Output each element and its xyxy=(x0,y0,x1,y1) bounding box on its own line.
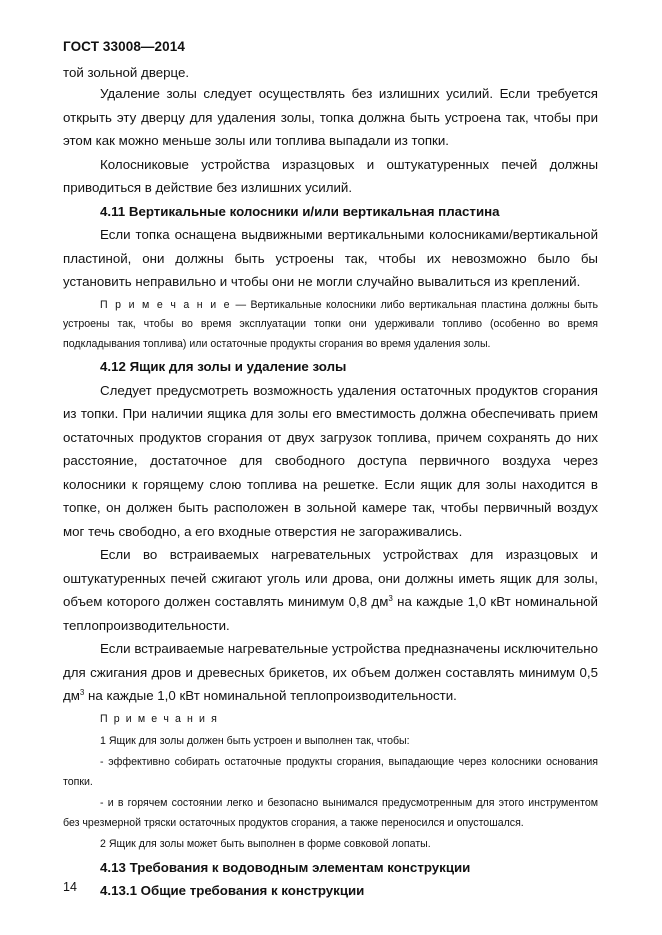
paragraph-continuation: той зольной дверце. xyxy=(63,65,190,80)
note-1-item-a: - эффективно собирать остаточные продукты сгорания, выпадающие через колосники основания топки. xyxy=(63,756,598,788)
note-vertical-grates xyxy=(63,296,598,355)
section-heading-4-12: 4.12 Ящик для золы и удаление золы xyxy=(100,359,347,374)
document-header: ГОСТ 33008—2014 xyxy=(63,39,185,54)
notes-title: П р и м е ч а н и я xyxy=(100,712,219,725)
paragraph-ash-box: Следует предусмотреть возможность удаления остаточных продуктов сгорания из топки. При наличии ящика для золы его вместимость должна обеспечивать прием остаточных продуктов сгорания от двух загрузок топлива, причем сохранять до них расстояние, достаточное для свободного доступа первичного воздуха через колосники к горящему слою топлива на решетке. Если ящик для золы находится в топке, он должен быть расположен в зольной камере так, чтобы первичный воздух мог течь свободно, а его входные отверстия не загораживались. xyxy=(63,382,598,539)
volume-wood-text: Если встраиваемые нагревательные устройства предназначены исключительно для сжигания дров и древесных брикетов, их объем должен составлять минимум 0,5 дм xyxy=(63,641,598,703)
paragraph-grate-devices: Колосниковые устройства изразцовых и оштукатуренных печей должны приводиться в действие без излишних усилий. xyxy=(63,156,598,195)
page-number: 14 xyxy=(63,880,77,894)
note-1: 1 Ящик для золы должен быть устроен и выполнен так, чтобы: xyxy=(100,734,410,747)
volume-coal-text: Если во встраиваемых нагревательных устройствах для изразцовых и оштукатуренных печей сжигают уголь или дрова, они должны иметь ящик для золы, объем которого должен составлять минимум 0,8 дм xyxy=(63,547,598,609)
paragraph-ash-box-volume-coal xyxy=(63,543,598,637)
note-label: П р и м е ч а н и е xyxy=(100,298,232,311)
note-1-item-b: - и в горячем состоянии легко и безопасно вынимался предусмотренным для этого инструментом без чрезмерной тряски остаточных продуктов сгорания, а также переносился и опустошался. xyxy=(63,797,598,829)
volume-coal-superscript: 3 xyxy=(388,594,393,603)
volume-wood-text-end: на каждые 1,0 кВт номинальной теплопроизводительности. xyxy=(84,688,457,703)
section-heading-4-11: 4.11 Вертикальные колосники и/или вертикальная пластина xyxy=(100,203,500,219)
note-2: 2 Ящик для золы может быть выполнен в форме совковой лопаты. xyxy=(100,838,431,850)
section-heading-4-13: 4.13 Требования к водоводным элементам конструкции xyxy=(100,859,471,875)
paragraph-vertical-grates: Если топка оснащена выдвижными вертикальными колосниками/вертикальной пластиной, они должны быть устроены так, чтобы их невозможно было бы установить неправильно и чтобы они не могли случайно вывалиться из креплений. xyxy=(63,227,598,289)
paragraph-ash-box-volume-wood xyxy=(63,637,598,708)
volume-coal-text-end: на каждые 1,0 кВт номинальной теплопроизводительности. xyxy=(63,594,598,633)
paragraph-ash-removal: Удаление золы следует осуществлять без излишних усилий. Если требуется открыть эту дверцу для удаления золы, топка должна быть устроена так, чтобы при этом как можно меньше золы или топлива выпадали из топки. xyxy=(63,86,598,148)
volume-wood-superscript: 3 xyxy=(79,688,85,697)
section-heading-4-13-1: 4.13.1 Общие требования к конструкции xyxy=(100,883,365,898)
note-text: — Вертикальные колосники либо вертикальная пластина должны быть устроены так, чтобы во время эксплуатации топки они удерживали топливо (особенно во время подкладывания топлива) или остаточные продукты сгорания во время удаления золы. xyxy=(63,298,599,350)
page-content xyxy=(63,64,598,903)
